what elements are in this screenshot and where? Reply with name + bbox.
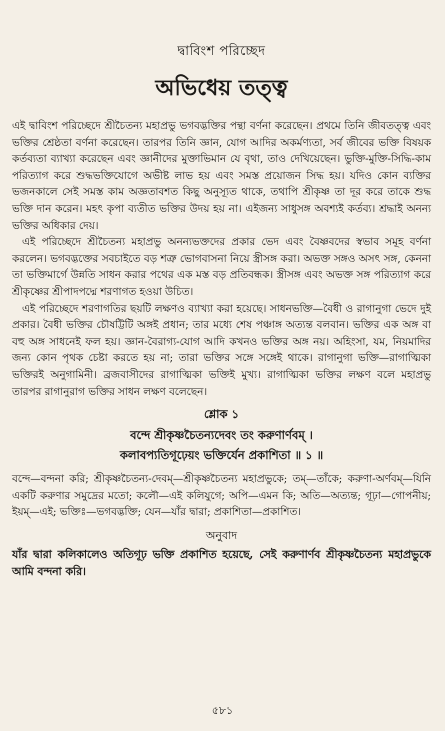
sloka-heading: শ্লোক ১ — [203, 407, 240, 422]
chapter-heading: দ্বাবিংশ পরিচ্ছেদ — [177, 44, 266, 59]
translation-heading: অনুবাদ — [205, 528, 238, 542]
translation-text: যাঁর দ্বারা কলিকালেও অতিগূঢ় ভক্তি প্রকাশিত হয়েছে, সেই করুণার্ণব শ্রীকৃষ্ণচৈতন্য মহাপ্রভুকে আমি বন্দনা করি। — [12, 547, 431, 578]
chapter-title: অভিধেয় তত্ত্ব — [155, 75, 288, 101]
verse-line-2: কলাবপ্যতিগূঢ়েয়ং ভক্তির্যেন প্রকাশিতা ॥ ১ ॥ — [119, 448, 324, 463]
paragraph-2: এই পরিচ্ছেদে শ্রীচৈতন্য মহাপ্রভু অনন্যভক্তদের প্রকার ভেদ এবং বৈষ্ণবদের স্বভাব সমূহ বর্ণনা করলেন। ভগবদ্ভক্তের সবচাইতে বড় শত্রু ভোগবাসনা নিয়ে স্ত্রীসঙ্গ করা। অভক্ত সঙ্গও অসৎ সঙ্গ, কেননা তা ভক্তিমার্গে উন্নতি সাধন করার পথের এক মস্ত বড় প্রতিবন্ধক। স্ত্রীসঙ্গ এবং অভক্ত সঙ্গ পরিত্যাগ করে শ্রীকৃষ্ণের শ্রীপাদপদ্মে শরণাগত হওয়া উচিত। — [12, 236, 431, 298]
paragraph-3: এই পরিচ্ছেদে শরণাগতির ছয়টি লক্ষণও ব্যাখ্যা করা হয়েছে। সাধনভক্তি—বৈধী ও রাগানুগা ভেদে দুই প্রকার। বৈধী ভক্তির চৌষট্টিটি অঙ্গই প্রধান; তার মধ্যে শেষ পঞ্চাঙ্গ অত্যন্ত বলবান। ভক্তির এক অঙ্গ বা বহু অঙ্গ সাধনেই ফল হয়। জ্ঞান-বৈরাগ্য-যোগ আদি কখনও ভক্তির অঙ্গ নয়। অহিংসা, যম, নিয়মাদির জন্য কোন পৃথক চেষ্টা করতে হয় না; তারা ভক্তির সঙ্গে সঙ্গেই থাকে। রাগানুগা ভক্তি—রাগাত্মিকা ভক্তিরই অনুগামিনী। ব্রজবাসীদের রাগাত্মিকা ভক্তিই মুখ্য। রাগাত্মিকা ভক্তির লক্ষণ বলে মহাপ্রভু তারপর রাগানুরাগ ভক্তির সাধন লক্ষণ বলেছেন। — [12, 302, 431, 398]
word-gloss: বন্দে—বন্দনা করি; শ্রীকৃষ্ণচৈতন্য-দেবম্—শ্রীকৃষ্ণচৈতন্য মহাপ্রভুকে; তম্—তাঁকে; করুণা-অর্ণবম্—যিনি একটি করুণার সমুদ্রের মতো; কলৌ—এই কলিযুগে; অপি—এমন কি; অতি—অত্যন্ত; গূঢ়া—গোপনীয়; ইয়ম্—এই; ভক্তিঃ—ভগবদ্ভক্তি; যেন—যাঁর দ্বারা; প্রকাশিতা—প্রকাশিত। — [12, 473, 431, 519]
page-number: ৫৮১ — [211, 704, 234, 717]
paragraph-1: এই দ্বাবিংশ পরিচ্ছেদে শ্রীচৈতন্য মহাপ্রভু ভগবদ্ভক্তির পন্থা বর্ণনা করেছেন। প্রথমে তিনি জীবতত্ত্ব এবং ভক্তির শ্রেষ্ঠতা বর্ণনা করেছেন। তারপর তিনি জ্ঞান, যোগ আদির অকর্মণ্যতা, সর্ব জীবের ভক্তি বিষয়ক কর্তব্যতা ব্যাখ্যা করেছেন এবং জ্ঞানীদের মুক্তাভিমান যে বৃথা, তাও দেখিয়েছেন। ভুক্তি-মুক্তি-সিদ্ধি-কাম পরিত্যাগ করে শুদ্ধভক্তিযোগে অভীষ্ট লাভ হয় এবং সমস্ত প্রয়োজন সিদ্ধ হয়। যদিও কোন ব্যক্তির ভজনকালে সেই সমস্ত কাম অজ্ঞতাবশত কিছু অনুস্যূত থাকে, তথাপি শ্রীকৃষ্ণ তা দূর করে তাকে শুদ্ধ ভক্তি দান করেন। মহৎ কৃপা ব্যতীত ভক্তির উদয় হয় না। এইজন্য সাধুসঙ্গ অবশ্যই কর্তব্য। শ্রদ্ধাই অনন্য ভক্তির অধিকার দেয়। — [12, 120, 431, 232]
verse-line-1: বন্দে শ্রীকৃষ্ণচৈতন্যদেবং তং করুণার্ণবম্ । — [130, 428, 313, 443]
